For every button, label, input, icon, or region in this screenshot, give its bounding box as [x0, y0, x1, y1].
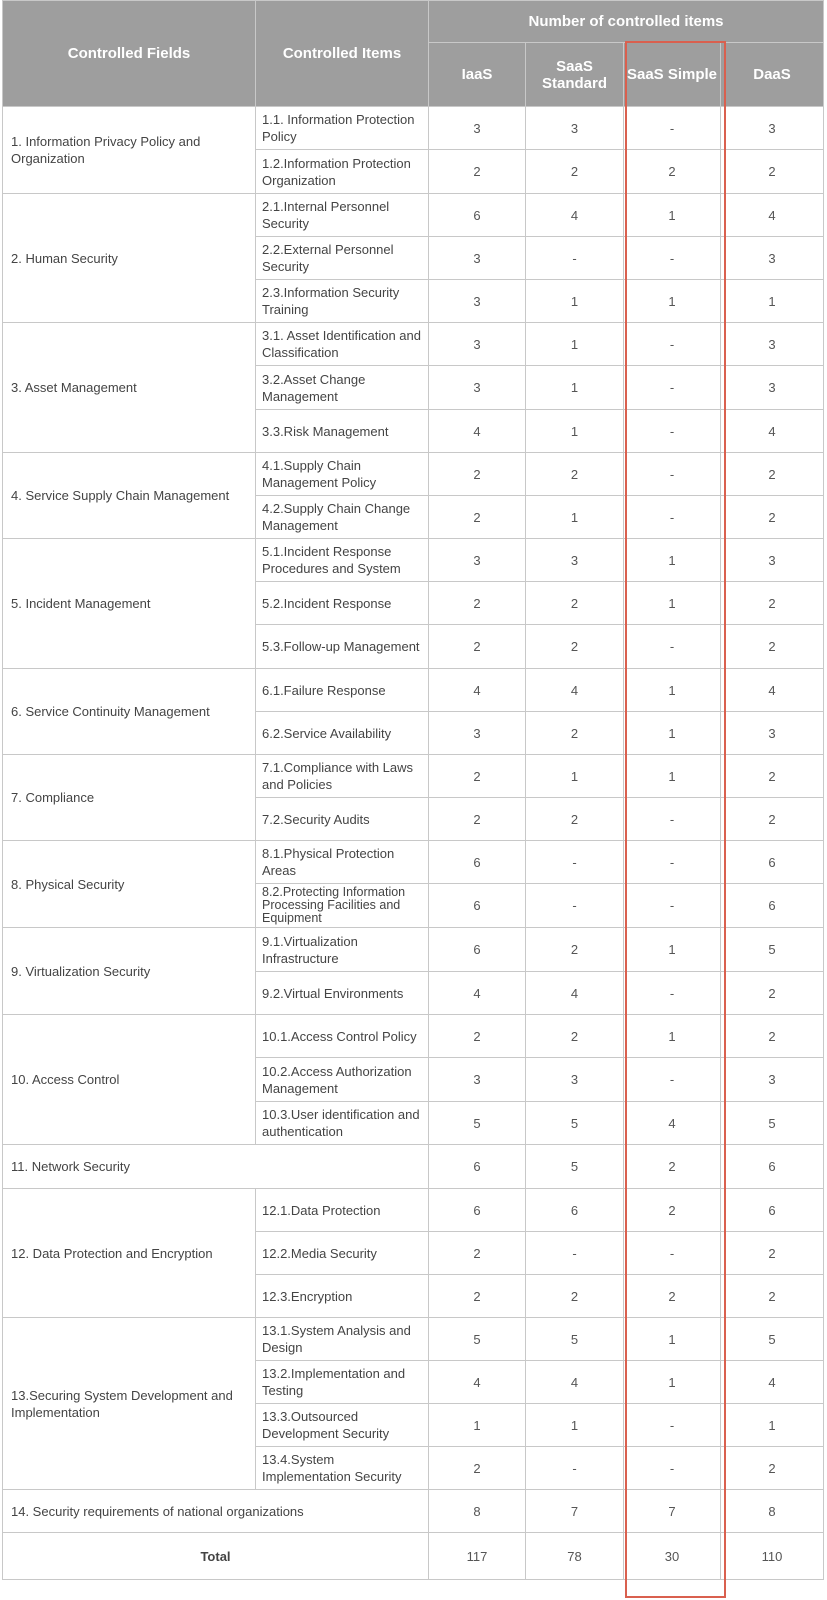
iaas-count-cell: 4 — [429, 669, 526, 712]
controlled-item-cell: 8.2.Protecting Information Processing Facilities and Equipment — [256, 884, 429, 928]
saas-simple-count-cell: - — [624, 884, 721, 928]
saas-simple-count-cell: 2 — [624, 150, 721, 194]
saas-standard-count-cell: 6 — [526, 1189, 624, 1232]
table-row — [3, 1490, 824, 1533]
iaas-count-cell: 2 — [429, 496, 526, 539]
daas-count-cell: 2 — [721, 582, 824, 625]
controlled-item-cell: 7.1.Compliance with Laws and Policies — [256, 755, 429, 798]
daas-count-cell: 4 — [721, 410, 824, 453]
total-label: Total — [3, 1533, 429, 1580]
header-saas-standard: SaaS Standard — [526, 43, 624, 107]
iaas-count-cell: 5 — [429, 1102, 526, 1145]
table-row — [3, 841, 824, 884]
saas-simple-count-cell: - — [624, 366, 721, 410]
daas-count-cell: 3 — [721, 366, 824, 410]
iaas-count-cell: 3 — [429, 712, 526, 755]
daas-total-cell: 110 — [721, 1533, 824, 1580]
daas-count-cell: 2 — [721, 453, 824, 496]
controlled-item-cell: 2.3.Information Security Training — [256, 280, 429, 323]
saas-standard-count-cell: 4 — [526, 1361, 624, 1404]
saas-standard-total-cell: 78 — [526, 1533, 624, 1580]
saas-standard-count-cell: 2 — [526, 625, 624, 669]
saas-simple-count-cell: 4 — [624, 1102, 721, 1145]
controlled-item-cell: 9.2.Virtual Environments — [256, 972, 429, 1015]
daas-count-cell: 3 — [721, 237, 824, 280]
controlled-item-cell: 13.3.Outsourced Development Security — [256, 1404, 429, 1447]
saas-standard-count-cell: 1 — [526, 755, 624, 798]
daas-count-cell: 2 — [721, 1015, 824, 1058]
daas-count-cell: 6 — [721, 1189, 824, 1232]
saas-standard-count-cell: 1 — [526, 366, 624, 410]
controlled-field-cell: 2. Human Security — [3, 194, 256, 323]
saas-standard-count-cell: - — [526, 237, 624, 280]
saas-simple-count-cell: - — [624, 1404, 721, 1447]
saas-simple-count-cell: 1 — [624, 539, 721, 582]
daas-count-cell: 1 — [721, 280, 824, 323]
saas-standard-count-cell: 2 — [526, 712, 624, 755]
daas-count-cell: 2 — [721, 1447, 824, 1490]
saas-standard-count-cell: 2 — [526, 582, 624, 625]
controlled-item-cell: 10.2.Access Authorization Management — [256, 1058, 429, 1102]
iaas-count-cell: 3 — [429, 539, 526, 582]
saas-simple-count-cell: 1 — [624, 280, 721, 323]
saas-simple-count-cell: 7 — [624, 1490, 721, 1533]
saas-standard-count-cell: - — [526, 1447, 624, 1490]
table-row — [3, 107, 824, 150]
iaas-count-cell: 4 — [429, 1361, 526, 1404]
daas-count-cell: 2 — [721, 972, 824, 1015]
table-row — [3, 755, 824, 798]
saas-simple-count-cell: 1 — [624, 1015, 721, 1058]
saas-standard-count-cell: 4 — [526, 194, 624, 237]
controlled-item-cell: 5.3.Follow-up Management — [256, 625, 429, 669]
header-number-of-controlled-items: Number of controlled items — [429, 1, 824, 43]
iaas-count-cell: 6 — [429, 928, 526, 972]
header-daas: DaaS — [721, 43, 824, 107]
daas-count-cell: 2 — [721, 1275, 824, 1318]
saas-simple-count-cell: 1 — [624, 1361, 721, 1404]
controlled-field-cell: 1. Information Privacy Policy and Organization — [3, 107, 256, 194]
saas-standard-count-cell: 2 — [526, 928, 624, 972]
controlled-items-table — [2, 0, 824, 1580]
controlled-item-cell: 2.1.Internal Personnel Security — [256, 194, 429, 237]
saas-simple-count-cell: - — [624, 237, 721, 280]
daas-count-cell: 4 — [721, 669, 824, 712]
saas-simple-count-cell: - — [624, 1447, 721, 1490]
saas-standard-count-cell: 5 — [526, 1102, 624, 1145]
saas-simple-count-cell: 1 — [624, 1318, 721, 1361]
daas-count-cell: 2 — [721, 1232, 824, 1275]
iaas-count-cell: 2 — [429, 582, 526, 625]
table-row — [3, 1189, 824, 1232]
daas-count-cell: 8 — [721, 1490, 824, 1533]
table-row — [3, 194, 824, 237]
controlled-item-cell: 1.1. Information Protection Policy — [256, 107, 429, 150]
controlled-field-cell: 13.Securing System Development and Implementation — [3, 1318, 256, 1490]
table-row — [3, 1145, 824, 1189]
controlled-item-cell: 3.1. Asset Identification and Classification — [256, 323, 429, 366]
header-controlled-items: Controlled Items — [256, 1, 429, 107]
iaas-count-cell: 6 — [429, 841, 526, 884]
saas-simple-count-cell: 2 — [624, 1189, 721, 1232]
saas-standard-count-cell: 3 — [526, 1058, 624, 1102]
controlled-field-cell: 4. Service Supply Chain Management — [3, 453, 256, 539]
iaas-count-cell: 6 — [429, 1189, 526, 1232]
daas-count-cell: 2 — [721, 798, 824, 841]
saas-simple-count-cell: - — [624, 496, 721, 539]
iaas-total-cell: 117 — [429, 1533, 526, 1580]
saas-simple-count-cell: - — [624, 1232, 721, 1275]
saas-simple-count-cell: 2 — [624, 1145, 721, 1189]
controlled-item-cell: 5.1.Incident Response Procedures and System — [256, 539, 429, 582]
daas-count-cell: 4 — [721, 1361, 824, 1404]
daas-count-cell: 2 — [721, 755, 824, 798]
controlled-item-cell: 3.3.Risk Management — [256, 410, 429, 453]
iaas-count-cell: 3 — [429, 280, 526, 323]
controlled-item-cell: 12.2.Media Security — [256, 1232, 429, 1275]
saas-simple-count-cell: 1 — [624, 582, 721, 625]
daas-count-cell: 6 — [721, 884, 824, 928]
controlled-item-cell: 12.1.Data Protection — [256, 1189, 429, 1232]
table-row — [3, 323, 824, 366]
controlled-item-cell: 4.1.Supply Chain Management Policy — [256, 453, 429, 496]
table-row — [3, 1318, 824, 1361]
iaas-count-cell: 2 — [429, 755, 526, 798]
iaas-count-cell: 4 — [429, 972, 526, 1015]
saas-standard-count-cell: 2 — [526, 1275, 624, 1318]
saas-standard-count-cell: 2 — [526, 150, 624, 194]
daas-count-cell: 2 — [721, 496, 824, 539]
controlled-field-cell: 5. Incident Management — [3, 539, 256, 669]
controlled-item-cell: 8.1.Physical Protection Areas — [256, 841, 429, 884]
controlled-item-cell: 13.4.System Implementation Security — [256, 1447, 429, 1490]
controlled-item-cell: 13.1.System Analysis and Design — [256, 1318, 429, 1361]
controlled-field-cell: 14. Security requirements of national organizations — [3, 1490, 429, 1533]
controlled-item-cell: 10.3.User identification and authentication — [256, 1102, 429, 1145]
iaas-count-cell: 8 — [429, 1490, 526, 1533]
controlled-item-cell: 6.1.Failure Response — [256, 669, 429, 712]
table-row — [3, 539, 824, 582]
saas-standard-count-cell: 3 — [526, 107, 624, 150]
saas-standard-count-cell: 1 — [526, 410, 624, 453]
saas-simple-count-cell: - — [624, 798, 721, 841]
iaas-count-cell: 2 — [429, 150, 526, 194]
saas-standard-count-cell: 3 — [526, 539, 624, 582]
daas-count-cell: 5 — [721, 928, 824, 972]
daas-count-cell: 3 — [721, 712, 824, 755]
header-iaas: IaaS — [429, 43, 526, 107]
saas-simple-count-cell: 1 — [624, 755, 721, 798]
iaas-count-cell: 2 — [429, 798, 526, 841]
table-row — [3, 453, 824, 496]
saas-standard-count-cell: 1 — [526, 280, 624, 323]
controlled-field-cell: 8. Physical Security — [3, 841, 256, 928]
total-row — [3, 1533, 824, 1580]
saas-standard-count-cell: 5 — [526, 1318, 624, 1361]
saas-simple-count-cell: 2 — [624, 1275, 721, 1318]
daas-count-cell: 2 — [721, 150, 824, 194]
controlled-item-cell: 9.1.Virtualization Infrastructure — [256, 928, 429, 972]
controlled-item-cell: 5.2.Incident Response — [256, 582, 429, 625]
header-controlled-fields: Controlled Fields — [3, 1, 256, 107]
saas-standard-count-cell: 7 — [526, 1490, 624, 1533]
saas-simple-count-cell: 1 — [624, 669, 721, 712]
saas-simple-count-cell: 1 — [624, 928, 721, 972]
iaas-count-cell: 3 — [429, 107, 526, 150]
daas-count-cell: 5 — [721, 1102, 824, 1145]
daas-count-cell: 1 — [721, 1404, 824, 1447]
controlled-item-cell: 10.1.Access Control Policy — [256, 1015, 429, 1058]
saas-simple-count-cell: 1 — [624, 712, 721, 755]
saas-simple-count-cell: - — [624, 107, 721, 150]
saas-simple-total-cell: 30 — [624, 1533, 721, 1580]
controlled-item-cell: 7.2.Security Audits — [256, 798, 429, 841]
controlled-item-cell: 1.2.Information Protection Organization — [256, 150, 429, 194]
saas-simple-count-cell: 1 — [624, 194, 721, 237]
controlled-field-cell: 11. Network Security — [3, 1145, 429, 1189]
iaas-count-cell: 6 — [429, 1145, 526, 1189]
controlled-item-cell: 6.2.Service Availability — [256, 712, 429, 755]
saas-standard-count-cell: - — [526, 1232, 624, 1275]
iaas-count-cell: 2 — [429, 1015, 526, 1058]
saas-standard-count-cell: 5 — [526, 1145, 624, 1189]
header-saas-simple: SaaS Simple — [624, 43, 721, 107]
iaas-count-cell: 4 — [429, 410, 526, 453]
daas-count-cell: 3 — [721, 323, 824, 366]
controlled-item-cell: 13.2.Implementation and Testing — [256, 1361, 429, 1404]
iaas-count-cell: 6 — [429, 884, 526, 928]
controlled-item-cell: 3.2.Asset Change Management — [256, 366, 429, 410]
iaas-count-cell: 2 — [429, 625, 526, 669]
saas-standard-count-cell: 2 — [526, 798, 624, 841]
table-body — [3, 107, 824, 1580]
daas-count-cell: 3 — [721, 107, 824, 150]
controlled-field-cell: 9. Virtualization Security — [3, 928, 256, 1015]
saas-simple-count-cell: - — [624, 453, 721, 496]
saas-simple-count-cell: - — [624, 972, 721, 1015]
controlled-field-cell: 12. Data Protection and Encryption — [3, 1189, 256, 1318]
controlled-field-cell: 6. Service Continuity Management — [3, 669, 256, 755]
iaas-count-cell: 3 — [429, 237, 526, 280]
table-row — [3, 928, 824, 972]
saas-simple-count-cell: - — [624, 323, 721, 366]
iaas-count-cell: 2 — [429, 1232, 526, 1275]
controlled-item-cell: 4.2.Supply Chain Change Management — [256, 496, 429, 539]
controlled-item-cell: 2.2.External Personnel Security — [256, 237, 429, 280]
saas-standard-count-cell: 2 — [526, 453, 624, 496]
saas-standard-count-cell: - — [526, 841, 624, 884]
iaas-count-cell: 6 — [429, 194, 526, 237]
table-row — [3, 669, 824, 712]
saas-standard-count-cell: - — [526, 884, 624, 928]
daas-count-cell: 6 — [721, 841, 824, 884]
daas-count-cell: 2 — [721, 625, 824, 669]
saas-standard-count-cell: 1 — [526, 496, 624, 539]
controlled-field-cell: 10. Access Control — [3, 1015, 256, 1145]
iaas-count-cell: 3 — [429, 366, 526, 410]
saas-standard-count-cell: 4 — [526, 972, 624, 1015]
iaas-count-cell: 3 — [429, 1058, 526, 1102]
saas-standard-count-cell: 1 — [526, 1404, 624, 1447]
saas-standard-count-cell: 4 — [526, 669, 624, 712]
controlled-item-cell: 12.3.Encryption — [256, 1275, 429, 1318]
iaas-count-cell: 2 — [429, 1275, 526, 1318]
daas-count-cell: 3 — [721, 1058, 824, 1102]
controlled-field-cell: 7. Compliance — [3, 755, 256, 841]
controlled-field-cell: 3. Asset Management — [3, 323, 256, 453]
iaas-count-cell: 2 — [429, 453, 526, 496]
iaas-count-cell: 1 — [429, 1404, 526, 1447]
saas-standard-count-cell: 2 — [526, 1015, 624, 1058]
daas-count-cell: 3 — [721, 539, 824, 582]
daas-count-cell: 4 — [721, 194, 824, 237]
table-row — [3, 1015, 824, 1058]
saas-simple-count-cell: - — [624, 841, 721, 884]
saas-simple-count-cell: - — [624, 410, 721, 453]
daas-count-cell: 6 — [721, 1145, 824, 1189]
iaas-count-cell: 3 — [429, 323, 526, 366]
saas-simple-count-cell: - — [624, 1058, 721, 1102]
daas-count-cell: 5 — [721, 1318, 824, 1361]
iaas-count-cell: 2 — [429, 1447, 526, 1490]
saas-simple-count-cell: - — [624, 625, 721, 669]
iaas-count-cell: 5 — [429, 1318, 526, 1361]
saas-standard-count-cell: 1 — [526, 323, 624, 366]
